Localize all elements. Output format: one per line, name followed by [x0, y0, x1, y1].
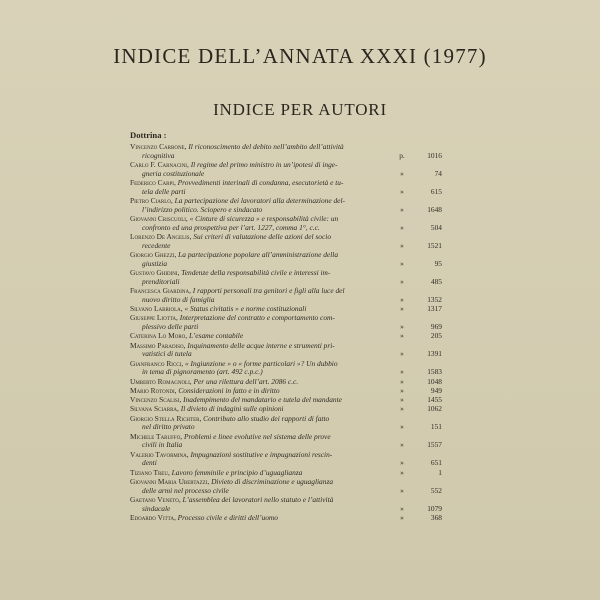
page-marker: » — [400, 222, 404, 232]
index-entry — [130, 433, 442, 450]
entry-text — [130, 451, 394, 468]
index-entry — [130, 143, 442, 160]
page-marker: » — [400, 458, 404, 468]
entry-text — [130, 314, 394, 331]
page-number: 74 — [434, 168, 442, 178]
page-number: 1352 — [427, 294, 442, 304]
page-marker: » — [400, 349, 404, 359]
page-marker: » — [400, 322, 404, 331]
entry-title-continued: gneria costituzionale — [142, 168, 205, 178]
page-number: 205 — [430, 331, 442, 341]
entry-title: Sui criteri di valutazione delle azioni del socio — [193, 232, 332, 241]
entry-author: Michele Taruffo, — [130, 431, 183, 441]
entry-title-continued: recedente — [142, 240, 171, 250]
page-number: 615 — [430, 186, 442, 196]
page-number: 1 — [438, 467, 442, 477]
index-subtitle: INDICE PER AUTORI — [213, 100, 387, 119]
index-entry — [130, 478, 442, 495]
page-marker: » — [400, 168, 404, 178]
page-number: 1455 — [427, 395, 442, 405]
entry-title: « Cinture di sicurezza » e responsabilità civile: un — [189, 214, 339, 223]
page-marker: » — [400, 204, 404, 214]
page-marker: » — [400, 294, 404, 304]
index-entry — [130, 197, 442, 214]
entry-title: Per una rilettura dell’art. 2086 c.c. — [193, 376, 299, 386]
entry-author: Giovanni Criscuoli, — [130, 214, 188, 223]
entry-title-continued: plessivo delle parti — [142, 322, 199, 331]
entry-text — [130, 478, 394, 495]
entry-author: Giovanni Maria Ubertazzi, — [130, 477, 210, 487]
entry-author: Silvano Labriola, — [130, 304, 183, 313]
entry-title: Il divieto di indagini sulle opinioni — [180, 404, 284, 414]
entry-title: Impugnazioni sostitutive e impugnazioni rescin- — [190, 449, 333, 459]
entry-author: Gianfranco Ricci, — [130, 358, 184, 368]
page-marker: » — [400, 376, 404, 386]
entry-text — [130, 496, 394, 513]
page-number: 969 — [430, 322, 442, 331]
entry-title-continued: prenditoriali — [142, 276, 180, 286]
entry-author: Pietro Ciarlo, — [130, 196, 173, 205]
entry-author: Umberto Romagnoli, — [130, 376, 192, 386]
entry-text — [130, 143, 394, 160]
entry-title-continued: nuovo diritto di famiglia — [142, 294, 215, 304]
index-entry — [130, 269, 442, 286]
page-number: 504 — [430, 222, 442, 232]
page-marker: » — [400, 503, 404, 513]
entry-title: « Status civitatis » e norme costituzionali — [184, 304, 307, 313]
index-entry — [130, 342, 442, 359]
index-entry — [130, 360, 442, 377]
page-marker: » — [400, 467, 404, 477]
index-entry — [130, 287, 442, 304]
page-number: 1062 — [427, 404, 442, 414]
entry-title: I rapporti personali tra genitori e figli alla luce del — [192, 286, 345, 295]
index-entry — [130, 314, 442, 331]
page-marker: » — [400, 395, 404, 405]
page-marker: » — [400, 440, 404, 450]
index-entry — [130, 233, 442, 250]
page-number: 1648 — [427, 204, 442, 214]
index-entry — [130, 514, 442, 523]
entry-title: Interpretazione del contratto e comportamento com- — [179, 313, 335, 323]
entry-text — [130, 360, 394, 377]
entry-title: Il regime del primo ministro in un’ipotesi di inge- — [190, 160, 338, 169]
entry-title-continued: giustizia — [142, 258, 168, 268]
entry-title: La partecipazione popolare all’amministrazione della — [178, 250, 339, 259]
entry-author: Federico Carpi, — [130, 178, 176, 187]
entry-text — [130, 233, 394, 250]
entry-text — [130, 161, 394, 178]
entry-title: Lavoro femminile e principio d’uguaglianza — [171, 467, 303, 477]
page-number: 1317 — [427, 304, 442, 313]
page-marker: p. — [399, 150, 405, 160]
entry-title: Contributo allo studio dei rapporti di fatto — [203, 413, 330, 423]
entry-title-continued: nel diritto privato — [142, 422, 195, 432]
index-entry — [130, 451, 442, 468]
entry-title-continued: ricognitiva — [142, 150, 175, 160]
page-marker: » — [400, 304, 404, 313]
page-marker: » — [400, 240, 404, 250]
entry-title: Processo civile e diritti dell’uomo — [177, 513, 278, 523]
entry-author: Giorgio Stella Richter, — [130, 413, 202, 423]
page-marker: » — [400, 367, 404, 377]
entry-text — [130, 179, 394, 196]
entry-title: Provvedimenti interinali di condanna, esecutorietà e tu- — [177, 178, 344, 187]
page-number: 368 — [430, 513, 442, 523]
entry-author: Edoardo Vitta, — [130, 513, 176, 523]
entry-title: L’assemblea dei lavoratori nello statuto e l’attività — [182, 495, 334, 505]
entry-title-continued: sindacale — [142, 503, 171, 513]
entry-author: Francesca Giardina, — [130, 286, 191, 295]
entry-text — [130, 514, 394, 523]
entry-author: Valerio Tavormina, — [130, 449, 189, 459]
entry-title-continued: civili in Italia — [142, 440, 183, 450]
entry-author: Giorgio Ghezzi, — [130, 250, 177, 259]
entry-text — [130, 433, 394, 450]
entry-author: Giuseppe Liotta, — [130, 313, 178, 323]
entry-title-continued: l’indirizzo politico. Sciopero e sindacato — [142, 204, 263, 214]
page-marker: » — [400, 331, 404, 341]
index-entry — [130, 215, 442, 232]
page-marker: » — [400, 258, 404, 268]
page-marker: » — [400, 276, 404, 286]
entry-title: Divieto di discriminazione e uguaglianza — [211, 477, 334, 487]
entry-text — [130, 415, 394, 432]
entry-text — [130, 251, 394, 268]
page-marker: » — [400, 422, 404, 432]
page-number: 1557 — [427, 440, 442, 450]
page-title: INDICE DELL’ANNATA XXXI (1977) — [113, 44, 487, 68]
page-number: 1016 — [427, 150, 442, 160]
entry-title: Il riconoscimento del debito nell’ambito dell’attività — [188, 142, 344, 151]
entry-author: Silvana Sciarra, — [130, 404, 179, 414]
section-heading: Dottrina : — [130, 130, 167, 140]
entry-title: Considerazioni in fatto e in diritto — [178, 385, 280, 395]
page-number: 485 — [430, 276, 442, 286]
index-entry — [130, 251, 442, 268]
entry-title-continued: in tema di pignoramento (art. 492 c.p.c.) — [142, 367, 263, 377]
entry-title-continued: vatistici di tutela — [142, 349, 192, 359]
entry-title: Inquinamento delle acque interne e strumenti pri- — [187, 340, 335, 350]
page-marker: » — [400, 513, 404, 523]
entry-author: Lorenzo De Angelis, — [130, 232, 192, 241]
page-marker: » — [400, 404, 404, 414]
index-entry — [130, 378, 442, 387]
index-entry — [130, 179, 442, 196]
entry-author: Gaetano Veneto, — [130, 495, 181, 505]
entry-title: La partecipazione dei lavoratori alla determinazione del- — [174, 196, 345, 205]
entry-title: Tendenze della responsabilità civile e interessi im- — [181, 268, 331, 277]
page-number: 949 — [430, 385, 442, 395]
page-marker: » — [400, 186, 404, 196]
entry-text — [130, 342, 394, 359]
index-entry — [130, 161, 442, 178]
entry-author: Massimo Paradiso, — [130, 340, 186, 350]
page-number: 1521 — [427, 240, 442, 250]
page-number: 1048 — [427, 376, 442, 386]
entry-text — [130, 197, 394, 214]
page-number: 1079 — [427, 503, 442, 513]
page-number: 552 — [430, 485, 442, 495]
author-index-list — [130, 143, 442, 523]
page-number: 1391 — [427, 349, 442, 359]
index-entry — [130, 496, 442, 513]
entry-title-continued: delle armi nel processo civile — [142, 485, 229, 495]
entry-author: Tiziano Treu, — [130, 467, 170, 477]
entry-text — [130, 287, 394, 304]
entry-title-continued: denti — [142, 458, 157, 468]
entry-author: Caterina Lo Moro, — [130, 331, 188, 341]
entry-title: Inadempimento del mandatario e tutela del mandante — [183, 395, 342, 405]
entry-author: Carlo F. Carnacini, — [130, 160, 189, 169]
page-marker: » — [400, 485, 404, 495]
entry-text — [130, 269, 394, 286]
entry-title-continued: confronto ed una prospettiva per l’art. 1227, comma 1°, c.c. — [142, 222, 320, 232]
entry-author: Vincenzo Carbone, — [130, 142, 187, 151]
entry-author: Vincenzo Scalisi, — [130, 395, 182, 405]
entry-title: Problemi e linee evolutive nel sistema delle prove — [184, 431, 331, 441]
entry-title-continued: tela delle parti — [142, 186, 186, 196]
entry-text — [130, 215, 394, 232]
index-entry — [130, 415, 442, 432]
entry-author: Gustavo Ghidini, — [130, 268, 180, 277]
page-number: 1583 — [427, 367, 442, 377]
page-number: 651 — [430, 458, 442, 468]
page-number: 151 — [430, 422, 442, 432]
entry-title: L’esame contabile — [188, 331, 244, 341]
entry-author: Mario Rotondi, — [130, 385, 177, 395]
page-marker: » — [400, 385, 404, 395]
entry-title: « Ingiunzione » o « forme particolari »? Un dubbio — [185, 358, 338, 368]
page-number: 95 — [434, 258, 442, 268]
